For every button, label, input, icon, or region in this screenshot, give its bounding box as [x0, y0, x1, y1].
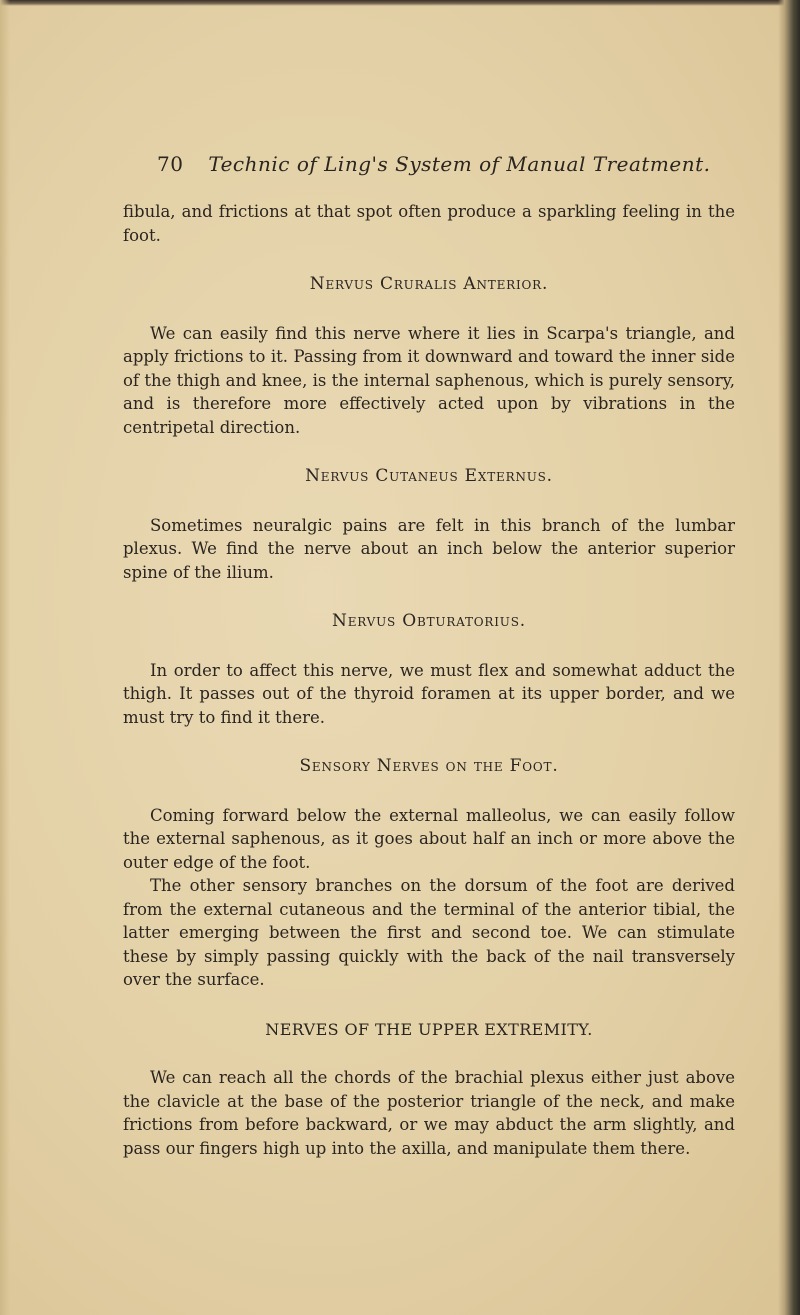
- page-body: [123, 200, 735, 1160]
- paragraph: Coming forward below the external malleolus, we can easily follow the external saphenous, as it goes about half an inch or more above the outer edge of the foot.: [123, 805, 735, 872]
- paragraph: fibula, and frictions at that spot often produce a sparkling feeling in the foot.: [123, 202, 735, 245]
- section-heading: Nervus Obturatorius.: [332, 611, 526, 631]
- page-top-shadow: [0, 0, 800, 6]
- page-binding-edge: [778, 0, 800, 1315]
- running-title: Technic of Ling's System of Manual Treatment.: [208, 152, 711, 176]
- section-heading: Sensory Nerves on the Foot.: [299, 756, 559, 776]
- paragraph: Sometimes neuralgic pains are felt in this branch of the lumbar plexus. We find the nerve about an inch below the anterior superior spine of the ilium.: [123, 515, 735, 582]
- page-number: 70: [157, 152, 184, 176]
- section-heading: Nervus Cutaneus Externus.: [305, 466, 553, 486]
- page-left-shadow: [0, 0, 10, 1315]
- paragraph: The other sensory branches on the dorsum of the foot are derived from the external cutaneous and the terminal of the anterior tibial, the latter emerging between the first and second toe. We can stimulate these by simply passing quickly with the back of the nail transversely over the surface.: [123, 876, 735, 989]
- chapter-heading: NERVES OF THE UPPER EXTREMITY.: [265, 1019, 593, 1039]
- paragraph: We can reach all the chords of the brachial plexus either just above the clavicle at the base of the posterior triangle of the neck, and make frictions from before backward, or we may abduct the arm slightly, and pass our fingers high up into the axilla, and manipulate them there.: [123, 1068, 735, 1158]
- paragraph: We can easily find this nerve where it lies in Scarpa's triangle, and apply frictions to it. Passing from it downward and toward the inner side of the thigh and knee, is the internal saphenous, which is purely sensory, and is therefore more effectively acted upon by vibrations in the centripetal direction.: [123, 323, 735, 437]
- running-head: [157, 152, 711, 176]
- section-heading: Nervus Cruralis Anterior.: [309, 274, 549, 294]
- paragraph: In order to affect this nerve, we must flex and somewhat adduct the thigh. It passes out of the thyroid foramen at its upper border, and we must try to find it there.: [123, 660, 735, 727]
